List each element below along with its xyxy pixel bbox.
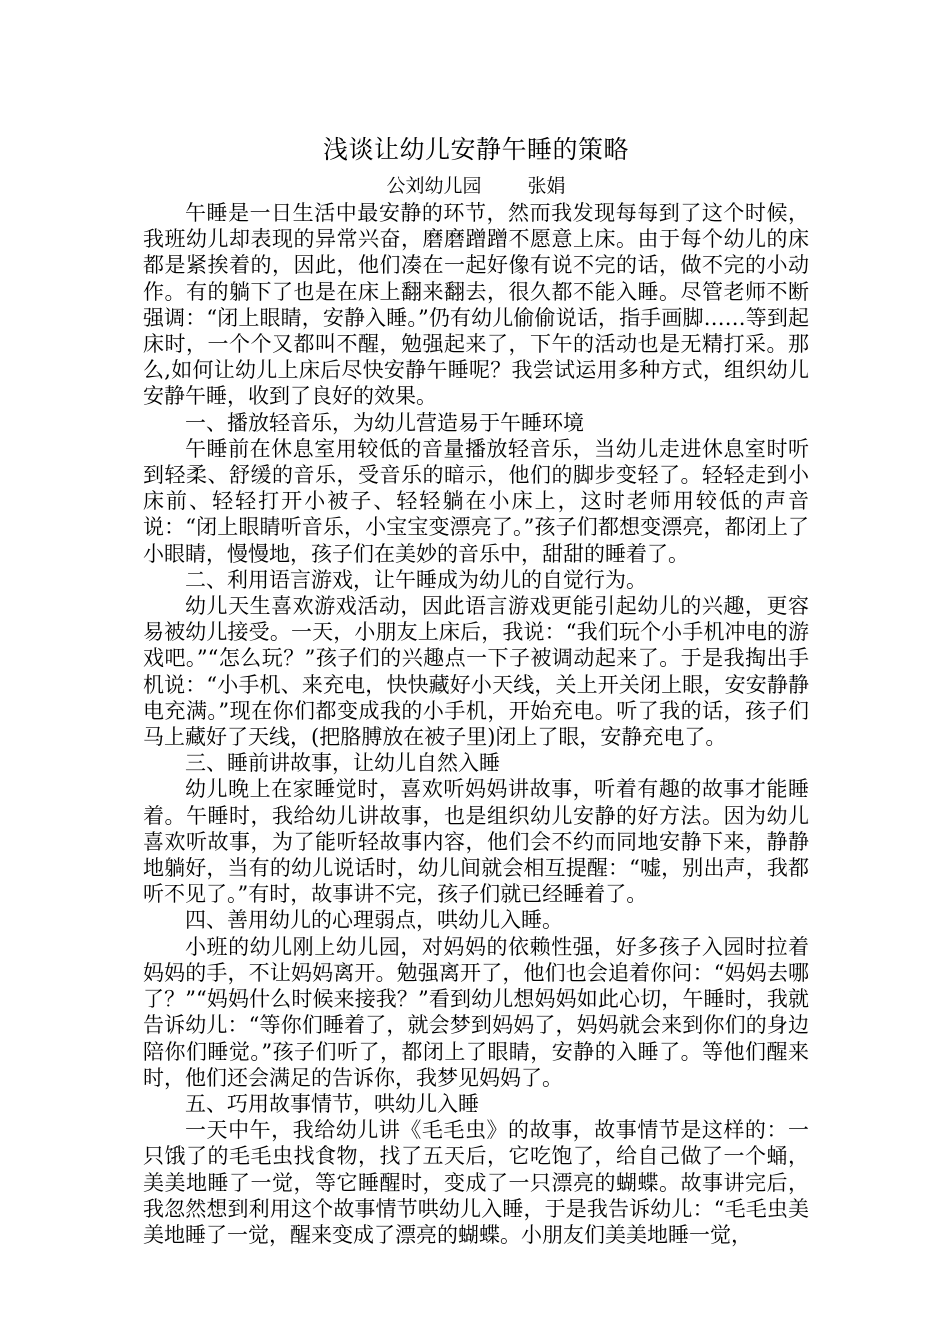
section-heading-3: 三、睡前讲故事，让幼儿自然入睡: [185, 751, 500, 776]
section-paragraph-5: 一天中午，我给幼儿讲《毛毛虫》的故事，故事情节是这样的：一只饿了的毛毛虫找食物，找了五天后，它吃饱了，给自己做了一个蛹，美美地睡了一觉，等它睡醒时，变成了一只漂亮的蝴蝶。故事讲完后，我忽然想到利用这个故事情节哄幼儿入睡，于是我告诉幼儿：“毛毛虫美美地睡了一觉，醒来变成了漂亮的蝴蝶。小朋友们美美地睡一觉，: [143, 1118, 809, 1247]
section-heading-2: 二、利用语言游戏，让午睡成为幼儿的自觉行为。: [185, 567, 647, 592]
document-title: 浅谈让幼儿安静午睡的策略: [322, 135, 629, 164]
section-paragraph-2: 幼儿天生喜欢游戏活动，因此语言游戏更能引起幼儿的兴趣，更容易被幼儿接受。一天，小朋友上床后，我说：“我们玩个小手机冲电的游戏吧。”“怎么玩？”孩子们的兴趣点一下子被调动起来了。于是我掏出手机说：“小手机、来充电，快快藏好小天线，关上开关闭上眼，安安静静电充满。”现在你们都变成我的小手机，开始充电。听了我的话，孩子们马上藏好了天线，(把胳膊放在被子里)闭上了眼，安静充电了。: [143, 594, 809, 750]
document-page: [143, 128, 809, 1248]
section-heading-5: 五、巧用故事情节，哄幼儿入睡: [185, 1091, 479, 1116]
section-paragraph-4: 小班的幼儿刚上幼儿园，对妈妈的依赖性强，好多孩子入园时拉着妈妈的手，不让妈妈离开。勉强离开了，他们也会追着你问：“妈妈去哪了？”“妈妈什么时候来接我？”看到幼儿想妈妈如此心切，午睡时，我就告诉幼儿：“等你们睡着了，就会梦到妈妈了，妈妈就会来到你们的身边陪你们睡觉。”孩子们听了，都闭上了眼睛，安静的入睡了。等他们醒来时，他们还会满足的告诉你，我梦见妈妈了。: [143, 934, 809, 1090]
author-name: 张娟: [527, 175, 566, 197]
section-paragraph-3: 幼儿晚上在家睡觉时，喜欢听妈妈讲故事，听着有趣的故事才能睡着。午睡时，我给幼儿讲故事，也是组织幼儿安静的好方法。因为幼儿喜欢听故事，为了能听轻故事内容，他们会不约而同地安静下来，静静地躺好，当有的幼儿说话时，幼儿间就会相互提醒：“嘘，别出声，我都听不见了。”有时，故事讲不完，孩子们就已经睡着了。: [143, 777, 809, 907]
author-line: [143, 172, 809, 200]
section-paragraph-1: 午睡前在休息室用较低的音量播放轻音乐，当幼儿走进休息室时听到轻柔、舒缓的音乐，受音乐的暗示，他们的脚步变轻了。轻轻走到小床前、轻轻打开小被子、轻轻躺在小床上，这时老师用较低的声音说：“闭上眼睛听音乐，小宝宝变漂亮了。”孩子们都想变漂亮，都闭上了小眼睛，慢慢地，孩子们在美妙的音乐中，甜甜的睡着了。: [143, 436, 809, 566]
author-school: 公刘幼儿园: [386, 175, 482, 197]
intro-paragraph: 午睡是一日生活中最安静的环节，然而我发现每每到了这个时候，我班幼儿却表现的异常兴奋，磨磨蹭蹭不愿意上床。由于每个幼儿的床都是紧挨着的，因此，他们凑在一起好像有说不完的话，做不完的小动作。有的躺下了也是在床上翻来翻去，很久都不能入睡。尽管老师不断强调：“闭上眼睛，安静入睡。”仍有幼儿偷偷说话，指手画脚……等到起床时，一个个又都叫不醒，勉强起来了，下午的活动也是无精打采。那么,如何让幼儿上床后尽快安静午睡呢？我尝试运用多种方式，组织幼儿安静午睡，收到了良好的效果。: [143, 201, 809, 409]
section-heading-1: 一、播放轻音乐，为幼儿营造易于午睡环境: [185, 410, 584, 435]
section-heading-4: 四、善用幼儿的心理弱点，哄幼儿入睡。: [185, 908, 563, 933]
